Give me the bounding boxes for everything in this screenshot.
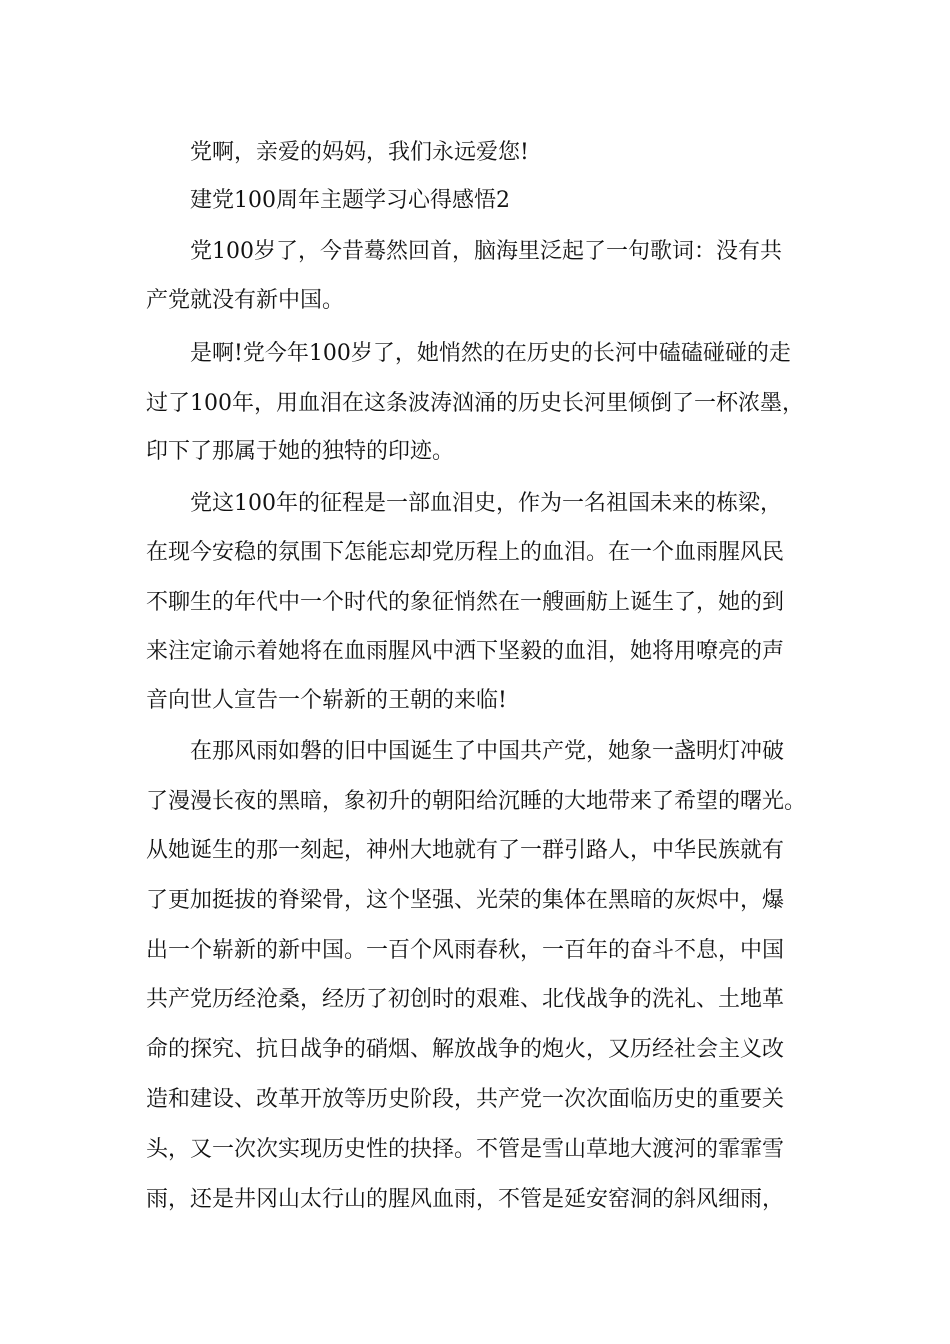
text-line: 过了100年，用血泪在这条波涛汹涌的历史长河里倾倒了一杯浓墨， <box>146 391 804 416</box>
text-line: 在现今安稳的氛围下怎能忘却党历程上的血泪。在一个血雨腥风民 <box>146 540 785 565</box>
text-line: 音向世人宣告一个崭新的王朝的来临! <box>146 688 507 713</box>
text-line: 党这100年的征程是一部血泪史，作为一名祖国未来的栋梁， <box>190 491 782 516</box>
text-line: 命的探究、抗日战争的硝烟、解放战争的炮火，又历经社会主义改 <box>146 1037 785 1062</box>
text-line: 来注定谕示着她将在血雨腥风中洒下坚毅的血泪，她将用嘹亮的声 <box>146 639 785 664</box>
text-line: 在那风雨如磐的旧中国诞生了中国共产党，她象一盏明灯冲破 <box>190 739 785 764</box>
text-line: 出一个崭新的新中国。一百个风雨春秋，一百年的奋斗不息，中国 <box>146 938 785 963</box>
text-line: 共产党历经沧桑，经历了初创时的艰难、北伐战争的洗礼、土地革 <box>146 987 785 1012</box>
text-line: 不聊生的年代中一个时代的象征悄然在一艘画舫上诞生了，她的到 <box>146 590 785 615</box>
text-line: 雨，还是井冈山太行山的腥风血雨，不管是延安窑洞的斜风细雨， <box>146 1187 785 1212</box>
text-line: 党100岁了，今昔蓦然回首，脑海里泛起了一句歌词：没有共 <box>190 239 782 264</box>
section-heading: 建党100周年主题学习心得感悟2 <box>190 188 510 213</box>
text-line: 了漫漫长夜的黑暗，象初升的朝阳给沉睡的大地带来了希望的曙光。 <box>146 789 807 814</box>
text-line: 印下了那属于她的独特的印迹。 <box>146 439 455 464</box>
text-line: 头，又一次次实现历史性的抉择。不管是雪山草地大渡河的霏霏雪 <box>146 1137 785 1162</box>
text-line: 是啊!党今年100岁了，她悄然的在历史的长河中磕磕碰碰的走 <box>190 341 791 366</box>
text-line: 产党就没有新中国。 <box>146 288 345 313</box>
text-line: 造和建设、改革开放等历史阶段，共产党一次次面临历史的重要关 <box>146 1087 785 1112</box>
text-line: 党啊，亲爱的妈妈，我们永远爱您! <box>190 140 529 165</box>
text-line: 了更加挺拔的脊梁骨，这个坚强、光荣的集体在黑暗的灰烬中，爆 <box>146 888 785 913</box>
text-line: 从她诞生的那一刻起，神州大地就有了一群引路人，中华民族就有 <box>146 838 785 863</box>
